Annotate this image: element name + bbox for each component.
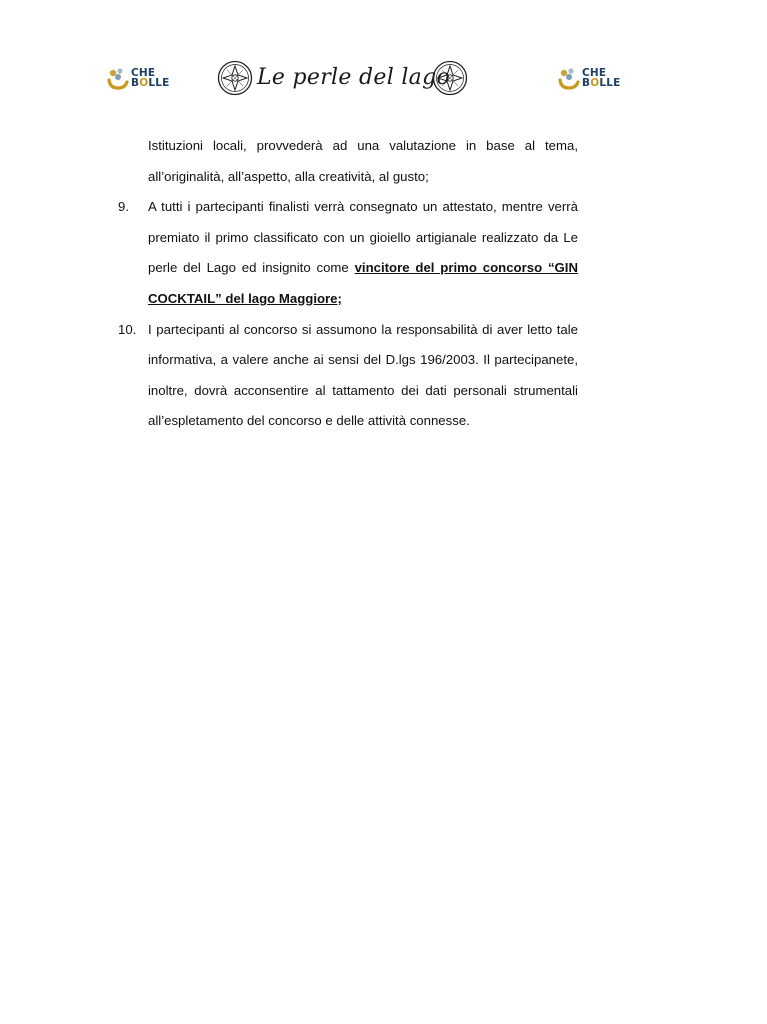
list-item-text: I partecipanti al concorso si assumono la responsabilità di aver letto tale informativa, a valere anche ai sensi del D.lgs 196/2003. Il partecipanete, inoltre, dovrà acconsentire al tattamento dei dati personali strumentali all’espletamento del concorso e delle attività connesse. [148,321,578,429]
brand-title: Le perle del lago [257,65,451,90]
bubbles-icon [107,66,129,90]
continued-paragraph [118,131,578,192]
paragraph-text: Istituzioni locali, provvederà ad una valutazione in base al tema, all’originalità, all’aspetto, alla creatività, al gusto; [148,138,578,184]
list-number: 9. [118,199,129,215]
che-bolle-logo-right [558,66,621,90]
list-item-text: A tutti i partecipanti finalisti verrà consegnato un attestato, mentre verrà premiato il primo classificato con un gioiello artigianale realizzato da Le perle del Lago ed insignito come vincitore del primo concorso “GIN COCKTAIL” del lago Maggiore; [148,199,578,306]
le-perle-del-lago-brand [215,60,468,102]
medallion-icon [217,60,253,96]
list-item-9 [118,192,578,314]
logo-line-bolle: BOLLE [131,77,170,89]
logo-line-che: CHE [131,67,156,79]
page-header [0,0,767,130]
bubbles-icon [558,66,580,90]
medallion-icon [432,60,468,96]
che-bolle-logo-left [107,66,170,90]
winner-title: vincitore del primo concorso “GIN COCKTAIL” del lago Maggiore [148,260,578,306]
logo-line-bolle: BOLLE [582,77,621,89]
list-item-10 [118,315,578,437]
document-body [118,131,578,437]
list-number: 10. [118,321,137,337]
logo-line-che: CHE [582,67,607,79]
